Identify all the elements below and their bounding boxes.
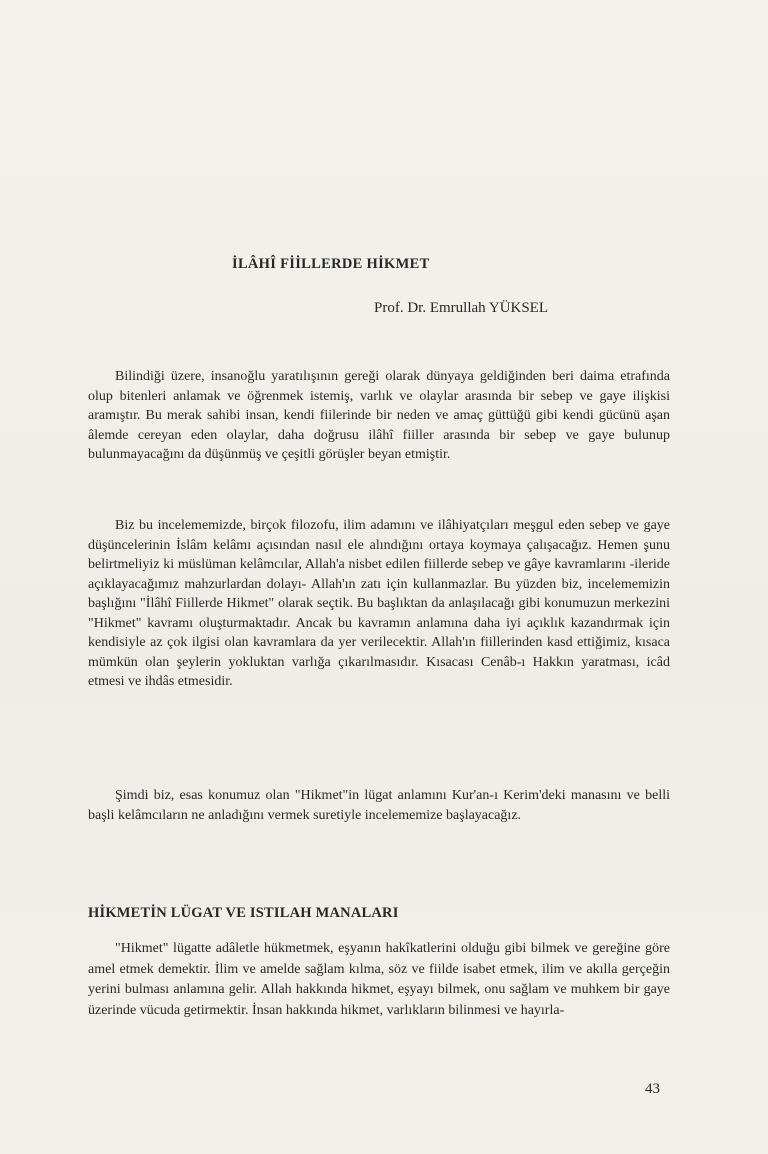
article-author: Prof. Dr. Emrullah YÜKSEL bbox=[374, 300, 549, 316]
section-heading: HİKMETİN LÜGAT VE ISTILAH MANALARI bbox=[88, 905, 399, 921]
page-number: 43 bbox=[645, 1081, 660, 1097]
body-paragraph-1: Bilindiği üzere, insanoğlu yaratılışının gereği olarak dünyaya geldiğinden beri daima etrafında olup bitenleri anlamak ve öğrenmek istemiş, varlık ve olaylar arasında bir sebep ve gaye ilişkisi aramıştır. Bu merak sahibi insan, kendi fiilerinde bir neden ve amaç güttüğü gibi kendi gücünü aşan âlemde cereyan eden olaylar, daha doğrusu ilâhî fiiller arasında bir sebep ve gaye bulunup bulunmayacağını da düşünmüş ve çeşitli görüşler beyan etmiştir. bbox=[88, 369, 670, 462]
body-paragraph-2: Biz bu incelememizde, birçok filozofu, ilim adamını ve ilâhiyatçıları meşgul eden sebep ve gaye düşüncelerinin İslâm kelâmı açısından nasıl ele alındığını ortaya koymaya çalışacağız. Hemen şunu belirtmeliyiz ki müslüman kelâmcılar, Allah'a nisbet edilen fiillerde sebep ve gâye kavramlarını -ileride açıklayacağımız mahzurlardan dolayı- Allah'ın zatı için kullanmazlar. Bu yüzden biz, incelememizin başlığını "İlâhî Fiillerde Hikmet" olarak seçtik. Bu başlıktan da anlaşılacağı gibi konumuzun merkezini "Hikmet" kavramı oluşturmaktadır. Ancak bu kavramın anlamına daha iyi açıklık kazandırmak için kendisiyle az çok ilgisi olan kavramlara da yer verilecektir. Allah'ın fiillerinden kasd ettiğimiz, kısaca mümkün olan şeylerin yokluktan varlığa çıkarılmasıdır. Kısacası Cenâb-ı Hakkın yaratması, icâd etmesi ve ihdâs etmesidir. bbox=[88, 518, 670, 689]
article-title: İLÂHÎ FİİLLERDE HİKMET bbox=[232, 256, 430, 272]
body-paragraph-3: Şimdi biz, esas konumuz olan "Hikmet"in lügat anlamını Kur'an-ı Kerim'deki manasını ve belli başli kelâmcıların ne anladığını vermek suretiyle incelememize başlayacağız. bbox=[88, 788, 670, 823]
body-paragraph-4: "Hikmet" lügatte adâletle hükmetmek, eşyanın hakîkatlerini olduğu gibi bilmek ve gereğine göre amel etmek demektir. İlim ve amelde sağlam kılma, söz ve fiilde isabet etmek, ilim ve akılla gerçeğin yerini bulması anlamına gelir. Allah hakkında hikmet, eşyayı bilmek, onu sağlam ve muhkem bir gaye üzerinde vücuda getirmektir. İnsan hakkında hikmet, varlıkların bilinmesi ve hayırla- bbox=[88, 941, 670, 1018]
